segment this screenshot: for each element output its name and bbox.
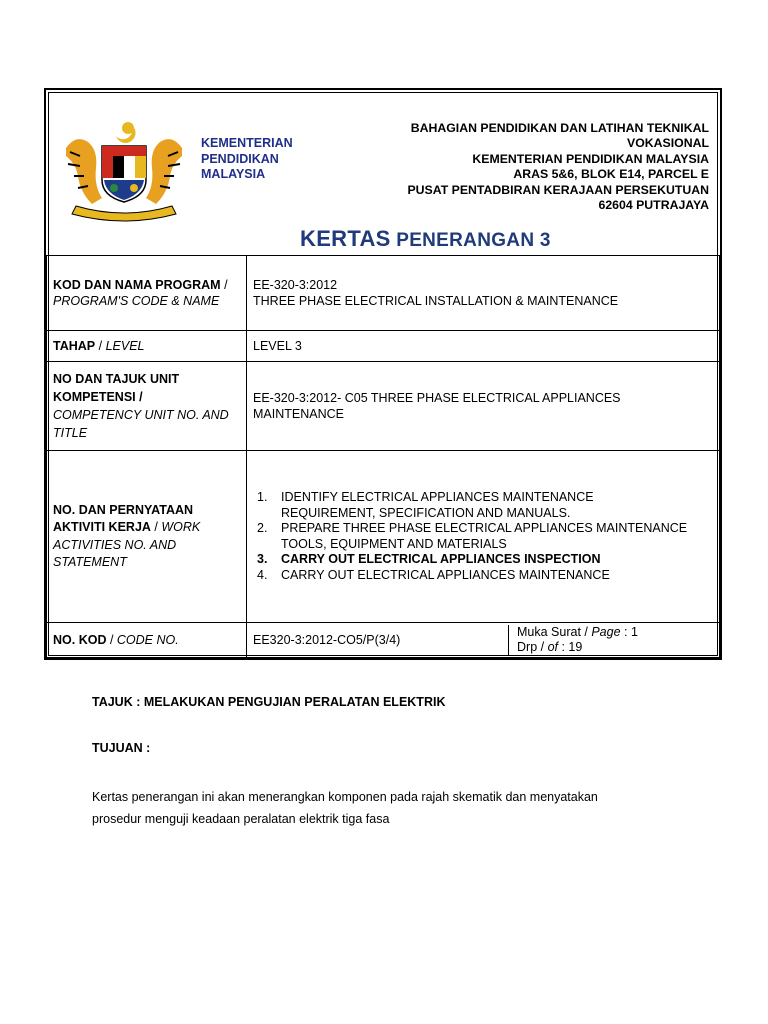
label-sep: / xyxy=(106,633,117,647)
list-item xyxy=(253,490,689,521)
level-value: LEVEL 3 xyxy=(247,331,720,362)
paragraph-line: Kertas penerangan ini akan menerangkan komponen pada rajah skematik dan menyatakan xyxy=(92,790,598,804)
page-label-italic: Page xyxy=(591,625,621,639)
agency-line: MALAYSIA xyxy=(201,167,266,181)
item-text: CARRY OUT ELECTRICAL APPLIANCES MAINTENANCE xyxy=(281,567,610,582)
activities-list xyxy=(253,490,689,583)
item-text: PREPARE THREE PHASE ELECTRICAL APPLIANCES MAINTENANCE TOOLS, EQUIPMENT AND MATERIALS xyxy=(281,521,688,551)
address-line: 62604 PUTRAJAYA xyxy=(598,198,709,213)
table-row xyxy=(47,256,720,331)
objective-heading: TUJUAN : xyxy=(92,741,151,755)
address-line: PUSAT PENTADBIRAN KERAJAAN PERSEKUTUAN xyxy=(407,182,709,197)
address-line: KEMENTERIAN PENDIDIKAN MALAYSIA xyxy=(472,151,709,166)
table-row xyxy=(47,623,720,658)
code-label xyxy=(47,623,247,658)
item-text: CARRY OUT ELECTRICAL APPLIANCES INSPECTION xyxy=(281,552,601,566)
program-label xyxy=(47,256,247,331)
agency-line: KEMENTERIAN xyxy=(201,136,293,150)
ministry-name xyxy=(201,136,293,183)
code-cell xyxy=(247,623,720,658)
malaysia-coat-of-arms-icon xyxy=(58,118,190,224)
page-label: Muka Surat / xyxy=(517,625,592,639)
label-italic: LEVEL xyxy=(105,339,145,353)
of-value: : 19 xyxy=(558,640,583,654)
item-number: 1. xyxy=(257,490,268,504)
label-italic: COMPETENCY UNIT NO. AND TITLE xyxy=(53,408,229,440)
program-value xyxy=(247,256,720,331)
program-info-table xyxy=(46,255,720,658)
label-bold: NO DAN TAJUK UNIT KOMPETENSI / xyxy=(53,372,180,404)
code-value: EE320-3:2012-CO5/P(3/4) xyxy=(247,625,509,655)
activities-value xyxy=(247,451,720,623)
list-item xyxy=(253,568,689,584)
table-row xyxy=(47,451,720,623)
label-sep: / xyxy=(220,278,228,292)
item-number: 2. xyxy=(257,521,268,535)
unit-label xyxy=(47,362,247,451)
label-bold: TAHAP xyxy=(53,339,96,353)
topic-heading: TAJUK : MELAKUKAN PENGUJIAN PERALATAN ELEKTRIK xyxy=(92,695,446,709)
program-code: EE-320-3:2012 xyxy=(253,278,338,292)
program-name: THREE PHASE ELECTRICAL INSTALLATION & MAINTENANCE xyxy=(253,294,619,308)
label-bold: NO. DAN PERNYATAAN AKTIVITI KERJA xyxy=(53,502,194,534)
document-title xyxy=(300,226,551,252)
label-sep: / xyxy=(150,520,162,534)
of-label: Drp / xyxy=(517,640,548,654)
agency-line: PENDIDIKAN xyxy=(201,151,279,166)
label-sep: / xyxy=(95,339,106,353)
paragraph-line: prosedur menguji keadaan peralatan elektrik tiga fasa xyxy=(92,812,390,826)
title-part-b: PENERANGAN 3 xyxy=(396,230,551,251)
address-line: BAHAGIAN PENDIDIKAN DAN LATIHAN TEKNIKAL xyxy=(410,121,709,135)
of-label-italic: of xyxy=(547,640,558,654)
list-item xyxy=(253,521,689,552)
address-block xyxy=(309,121,709,213)
unit-value: EE-320-3:2012- C05 THREE PHASE ELECTRICAL APPLIANCES MAINTENANCE xyxy=(247,362,720,451)
label-bold: KOD DAN NAMA PROGRAM xyxy=(53,278,221,292)
list-item-current xyxy=(253,552,689,568)
table-row xyxy=(47,331,720,362)
level-label xyxy=(47,331,247,362)
label-italic: WORK ACTIVITIES NO. AND STATEMENT xyxy=(53,520,201,569)
page-number xyxy=(517,625,638,640)
item-number: 3. xyxy=(257,552,268,566)
page-info xyxy=(509,625,638,655)
objective-paragraph xyxy=(92,786,692,830)
page-value: : 1 xyxy=(620,625,638,639)
title-part-a: KERTAS xyxy=(300,226,391,251)
label-bold: NO. KOD xyxy=(53,633,107,647)
activities-label xyxy=(47,451,247,623)
table-row xyxy=(47,362,720,451)
label-italic: PROGRAM'S CODE & NAME xyxy=(53,294,220,308)
label-italic: CODE NO. xyxy=(116,633,179,647)
item-text: IDENTIFY ELECTRICAL APPLIANCES MAINTENANCE REQUIREMENT, SPECIFICATION AND MANUALS. xyxy=(281,490,594,520)
page-total xyxy=(517,640,638,655)
address-line: VOKASIONAL xyxy=(627,136,709,151)
address-line: ARAS 5&6, BLOK E14, PARCEL E xyxy=(513,167,709,182)
item-number: 4. xyxy=(257,567,268,582)
